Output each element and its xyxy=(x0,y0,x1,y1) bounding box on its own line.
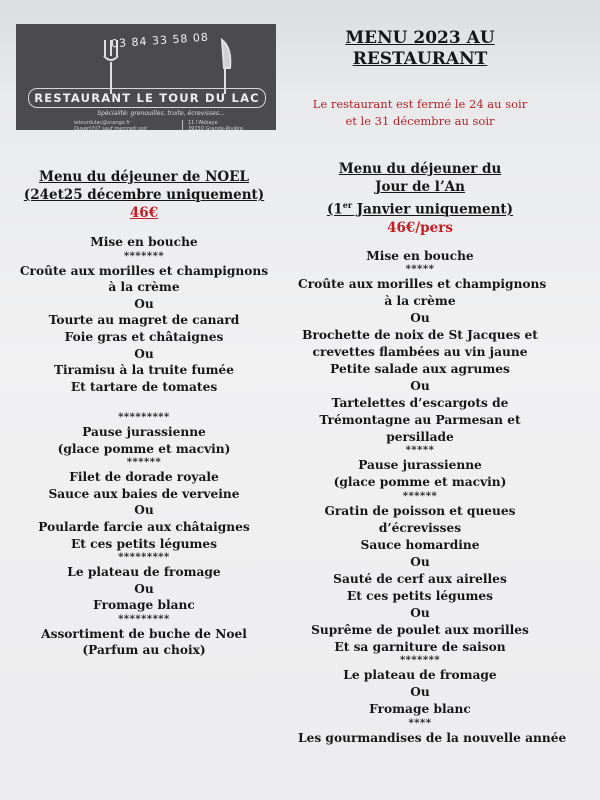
new-year-heading-3 xyxy=(298,196,542,219)
menu-item: Sauté de cerf aux airelles xyxy=(333,571,507,586)
menu-item: Gratin de poisson et queues xyxy=(324,504,516,519)
noel-menu xyxy=(14,168,274,659)
separator-stars: ********* xyxy=(118,613,170,625)
new-year-heading-3-sup: er xyxy=(342,200,353,210)
separator-stars: ******* xyxy=(123,250,165,262)
menu-item: Ou xyxy=(134,503,154,518)
menu-item: Tartelettes d’escargots de xyxy=(331,395,509,410)
logo-hours: Ouvert7j/7 sauf mercredi soir xyxy=(74,126,148,130)
menu-item: Les gourmandises de la nouvelle année xyxy=(298,731,567,746)
menu-item: Tiramisu à la truite fumée xyxy=(53,363,235,378)
new-year-heading-3-pre: (1 xyxy=(326,201,343,218)
menu-item: Mise en bouche xyxy=(366,248,474,263)
new-year-heading-2: Jour de l’An xyxy=(375,179,465,195)
new-year-heading-3-post: Janvier uniquement) xyxy=(352,201,514,218)
new-year-price: 46€/pers xyxy=(387,219,453,236)
logo-street: 11 l'Abbaye xyxy=(188,120,218,126)
menu-item: Brochette de noix de St Jacques et xyxy=(302,328,538,343)
menu-item: Pause jurassienne xyxy=(358,458,482,473)
logo-specialty: Spécialité: grenouilles, truite, écrevisses... xyxy=(97,110,225,117)
logo-phone: 03 84 33 58 08 xyxy=(110,30,210,51)
separator-stars: ********* xyxy=(118,552,170,564)
menu-item: Ou xyxy=(134,346,154,361)
noel-items-list xyxy=(14,234,274,659)
menu-item: à la crème xyxy=(384,294,456,309)
menu-item: (Parfum au choix) xyxy=(82,643,206,658)
menu-item: Le plateau de fromage xyxy=(343,668,497,683)
menu-item: Ou xyxy=(410,311,430,326)
page-title xyxy=(320,28,520,70)
closing-notice-line-2: et le 31 décembre au soir xyxy=(345,114,495,128)
logo-contact xyxy=(74,120,147,130)
noel-heading-1: Menu du déjeuner de NOEL xyxy=(39,169,249,185)
logo-restaurant-name: RESTAURANT LE TOUR DU LAC xyxy=(28,88,266,108)
new-year-items-list xyxy=(298,248,567,748)
menu-item: (glace pomme et macvin) xyxy=(57,441,231,456)
menu-item: (glace pomme et macvin) xyxy=(333,475,507,490)
menu-item: Assortiment de buche de Noel xyxy=(41,626,247,641)
noel-heading-2: (24et25 décembre uniquement) xyxy=(23,187,265,203)
menu-item: d’écrevisses xyxy=(378,521,462,536)
logo-email: letourdulac@orange.fr xyxy=(74,120,131,126)
menu-item: persillade xyxy=(386,429,454,444)
noel-menu-heading xyxy=(14,168,274,204)
logo-town: 39150 Grande-Rivière xyxy=(188,126,244,130)
title-line-2: RESTAURANT xyxy=(352,49,488,69)
separator-stars: ****** xyxy=(126,457,162,469)
menu-item: Et tartare de tomates xyxy=(70,379,218,394)
menu-item: à la crème xyxy=(108,280,180,295)
menu-item: Croûte aux morilles et champignons xyxy=(19,263,269,278)
menu-item: Ou xyxy=(410,378,430,393)
closing-notice-line-1: Le restaurant est fermé le 24 au soir xyxy=(312,97,528,111)
menu-item: Ou xyxy=(134,581,154,596)
restaurant-logo xyxy=(16,24,276,130)
separator-stars: ***** xyxy=(405,264,435,276)
title-line-1: MENU 2023 AU xyxy=(345,28,495,48)
menu-item: Poularde farcie aux châtaignes xyxy=(38,519,250,534)
menu-item: Ou xyxy=(134,296,154,311)
menu-item: Croûte aux morilles et champignons xyxy=(298,277,547,292)
menu-item: Foie gras et châtaignes xyxy=(64,329,224,344)
menu-item: Le plateau de fromage xyxy=(67,565,221,580)
logo-divider xyxy=(182,120,183,130)
menu-item: crevettes flambées au vin jaune xyxy=(312,345,528,360)
menu-item: Et sa garniture de saison xyxy=(334,639,506,654)
menu-item: Pause jurassienne xyxy=(82,424,206,439)
closing-notice xyxy=(300,96,540,130)
new-year-heading-1: Menu du déjeuner du xyxy=(338,161,502,177)
menu-item: Ou xyxy=(410,685,430,700)
menu-item: Et ces petits légumes xyxy=(71,536,217,551)
menu-item: Suprême de poulet aux morilles xyxy=(311,622,529,637)
separator-stars: ****** xyxy=(402,491,438,503)
logo-address xyxy=(188,120,243,130)
new-year-menu xyxy=(298,160,567,747)
menu-item: Fromage blanc xyxy=(369,702,471,717)
menu-item: Trémontagne au Parmesan et xyxy=(319,412,521,427)
menu-item: Ou xyxy=(410,605,430,620)
menu-item: Filet de dorade royale xyxy=(69,470,219,485)
new-year-menu-heading xyxy=(298,160,542,219)
menu-item: Mise en bouche xyxy=(90,235,198,249)
menu-item xyxy=(14,395,274,412)
separator-stars: **** xyxy=(408,718,432,730)
menu-item: Ou xyxy=(410,555,430,569)
menu-item: Fromage blanc xyxy=(93,598,195,613)
menu-item: Sauce homardine xyxy=(360,538,480,553)
menu-item: Sauce aux baies de verveine xyxy=(48,486,240,501)
menu-item: Petite salade aux agrumes xyxy=(330,361,510,376)
separator-stars: ***** xyxy=(405,445,435,457)
noel-price: 46€ xyxy=(129,205,159,221)
menu-item: Tourte au magret de canard xyxy=(48,313,240,328)
separator-stars: ********* xyxy=(118,411,170,423)
menu-item: Et ces petits légumes xyxy=(347,588,493,603)
separator-stars: ******* xyxy=(399,655,441,667)
